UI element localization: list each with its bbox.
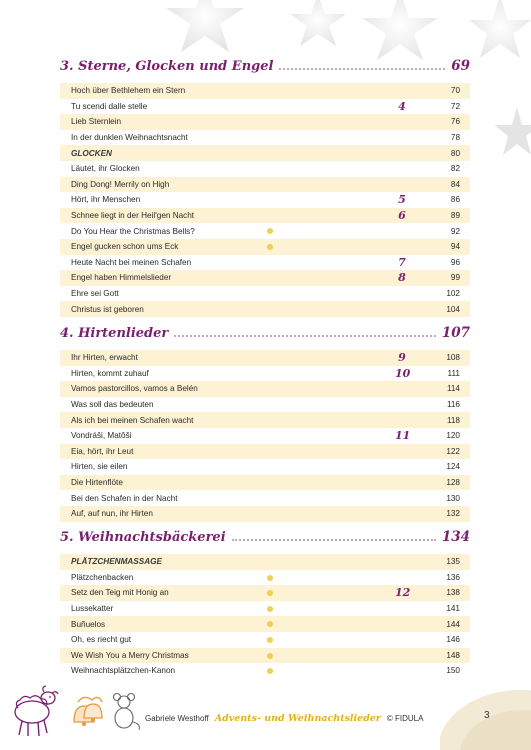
section-page: 134 — [441, 529, 470, 545]
section-heading — [60, 325, 470, 349]
track-number: 7 — [398, 255, 406, 269]
page-ref: 94 — [450, 242, 460, 252]
song-title: Als ich bei meinen Schafen wacht — [71, 415, 194, 425]
footer-publisher: © FIDULA — [386, 714, 424, 723]
footer-author: Gabriele Westhoff — [145, 714, 209, 723]
toc-row — [60, 601, 470, 617]
song-title: Ehre sei Gott — [71, 289, 119, 299]
section-page: 69 — [451, 58, 470, 74]
bullet-dot-icon — [267, 621, 273, 627]
toc-row — [60, 616, 470, 632]
song-title: In der dunklen Weihnachtsnacht — [71, 133, 188, 143]
toc-row — [60, 428, 470, 444]
song-title: Läutet, ihr Glocken — [71, 164, 140, 174]
section-page: 107 — [441, 325, 470, 341]
leader-dots — [279, 68, 445, 70]
song-title: Engel haben Himmelslieder — [71, 273, 172, 283]
toc-row — [60, 570, 470, 586]
toc-row — [60, 459, 470, 475]
row-list — [60, 554, 470, 679]
song-title: Tu scendi dalle stelle — [71, 101, 148, 111]
song-title: Weihnachtsplätzchen-Kanon — [71, 666, 176, 676]
footer-book-title: Advents- und Weihnachtslieder — [214, 713, 381, 724]
mouse-illustration-icon — [108, 690, 142, 732]
song-title: Vamos pastorcillos, vamos a Belén — [71, 384, 198, 394]
page-ref: 128 — [446, 478, 460, 488]
toc-row — [60, 648, 470, 664]
toc-row — [60, 255, 470, 271]
track-number: 4 — [398, 99, 406, 113]
toc-section-3 — [60, 58, 470, 317]
toc-row — [60, 366, 470, 382]
section-title: 5. Weihnachtsbäckerei — [60, 530, 226, 545]
track-number: 10 — [395, 366, 411, 380]
bullet-dot-icon — [267, 653, 273, 659]
page-ref: 84 — [450, 179, 460, 189]
page-ref: 72 — [450, 101, 460, 111]
section-heading — [60, 58, 470, 82]
song-title: Was soll das bedeuten — [71, 400, 154, 410]
star-decoration-icon — [0, 0, 531, 60]
bells-illustration-icon — [66, 692, 106, 732]
song-title: Plätzchenbacken — [71, 572, 134, 582]
page-ref: 135 — [446, 557, 460, 567]
song-title: Ihr Hirten, erwacht — [71, 353, 138, 363]
toc-row — [60, 208, 470, 224]
song-title: Lieb Sternlein — [71, 117, 122, 127]
page-ref: 130 — [446, 493, 460, 503]
toc-row — [60, 130, 470, 146]
section-title: 4. Hirtenlieder — [60, 326, 169, 341]
page-ref: 111 — [447, 368, 460, 378]
page-ref: 70 — [450, 86, 460, 96]
toc-row — [60, 192, 470, 208]
song-title: Hirten, sie eilen — [71, 462, 128, 472]
page-ref: 82 — [450, 164, 460, 174]
toc-row — [60, 145, 470, 161]
page-ref: 138 — [446, 588, 460, 598]
toc-row — [60, 99, 470, 115]
song-title: Hoch über Bethlehem ein Stern — [71, 86, 186, 96]
footer — [145, 713, 423, 724]
page-ref: 132 — [446, 509, 460, 519]
row-list — [60, 83, 470, 317]
page-ref: 108 — [446, 353, 460, 363]
song-title: Schnee liegt in der Heil'gen Nacht — [71, 211, 195, 221]
toc-row — [60, 223, 470, 239]
toc-row — [60, 397, 470, 413]
page-ref: 76 — [450, 117, 460, 127]
toc-row — [60, 350, 470, 366]
toc-row — [60, 239, 470, 255]
song-title: Bei den Schafen in der Nacht — [71, 493, 178, 503]
page-ref: 124 — [446, 462, 460, 472]
song-title: Die Hirtenflöte — [71, 478, 123, 488]
section-heading — [60, 529, 470, 553]
toc-row — [60, 83, 470, 99]
toc-row — [60, 161, 470, 177]
song-title: Setz den Teig mit Honig an — [71, 588, 169, 598]
page-ref: 80 — [450, 148, 460, 158]
bullet-dot-icon — [267, 668, 273, 674]
page-ref: 120 — [446, 431, 460, 441]
page-ref: 78 — [450, 133, 460, 143]
song-title: Christus ist geboren — [71, 304, 144, 314]
toc-section-5 — [60, 529, 470, 679]
track-number: 8 — [398, 271, 406, 285]
toc-row — [60, 286, 470, 302]
page-ref: 99 — [450, 273, 460, 283]
track-number: 12 — [395, 586, 411, 600]
song-title: Lussekatter — [71, 604, 114, 614]
toc-row — [60, 475, 470, 491]
toc-row — [60, 381, 470, 397]
toc-row — [60, 270, 470, 286]
toc-row — [60, 663, 470, 679]
song-title: Eia, hört, ihr Leut — [71, 446, 134, 456]
page-ref: 122 — [446, 446, 460, 456]
bread-texture-decoration — [440, 668, 531, 750]
toc-row — [60, 114, 470, 130]
song-title: Oh, es riecht gut — [71, 635, 132, 645]
bullet-dot-icon — [267, 637, 273, 643]
page-ref: 136 — [446, 572, 460, 582]
toc-row — [60, 490, 470, 506]
song-title: Buñuelos — [71, 619, 106, 629]
bullet-dot-icon — [267, 606, 273, 612]
page-ref: 86 — [450, 195, 460, 205]
track-number: 11 — [395, 429, 411, 443]
track-number: 9 — [398, 351, 406, 365]
bullet-dot-icon — [267, 228, 273, 234]
page-ref: 96 — [450, 257, 460, 267]
leader-dots — [174, 335, 436, 337]
toc-row — [60, 554, 470, 570]
page-ref: 92 — [450, 226, 460, 236]
song-title: Auf, auf nun, ihr Hirten — [71, 509, 153, 519]
song-title: Vondráši, Matôši — [71, 431, 132, 441]
toc-row — [60, 444, 470, 460]
page-ref: 89 — [450, 211, 460, 221]
page-ref: 150 — [446, 666, 460, 676]
page-ref: 141 — [446, 604, 460, 614]
toc-section-4 — [60, 325, 470, 522]
song-title: We Wish You a Merry Christmas — [71, 650, 189, 660]
toc-row — [60, 412, 470, 428]
page-ref: 144 — [446, 619, 460, 629]
song-title: Engel gucken schon ums Eck — [71, 242, 179, 252]
song-title: PLÄTZCHENMASSAGE — [71, 557, 162, 567]
track-number: 6 — [398, 209, 406, 223]
page-ref: 118 — [446, 415, 460, 425]
page-number: 3 — [484, 710, 490, 721]
section-title: 3. Sterne, Glocken und Engel — [60, 59, 274, 74]
toc-row — [60, 301, 470, 317]
page-ref: 146 — [446, 635, 460, 645]
toc-row — [60, 506, 470, 522]
leader-dots — [232, 539, 436, 541]
song-title: Ding Dong! Merrily on High — [71, 179, 170, 189]
song-title: Hört, ihr Menschen — [71, 195, 141, 205]
star-decoration-icon — [495, 105, 531, 165]
song-title: Do You Hear the Christmas Bells? — [71, 226, 195, 236]
page-ref: 148 — [446, 650, 460, 660]
page-ref: 102 — [446, 289, 460, 299]
bullet-dot-icon — [267, 244, 273, 250]
song-title: Hirten, kommt zuhauf — [71, 368, 149, 378]
toc-row — [60, 585, 470, 601]
song-title: GLOCKEN — [71, 148, 112, 158]
toc-row — [60, 632, 470, 648]
row-list — [60, 350, 470, 522]
toc-row — [60, 177, 470, 193]
page-ref: 116 — [446, 400, 460, 410]
bullet-dot-icon — [267, 590, 273, 596]
page-ref: 114 — [446, 384, 460, 394]
page-ref: 104 — [446, 304, 460, 314]
track-number: 5 — [398, 193, 406, 207]
song-title: Heute Nacht bei meinen Schafen — [71, 257, 192, 267]
bullet-dot-icon — [267, 575, 273, 581]
lamb-illustration-icon — [4, 678, 62, 740]
